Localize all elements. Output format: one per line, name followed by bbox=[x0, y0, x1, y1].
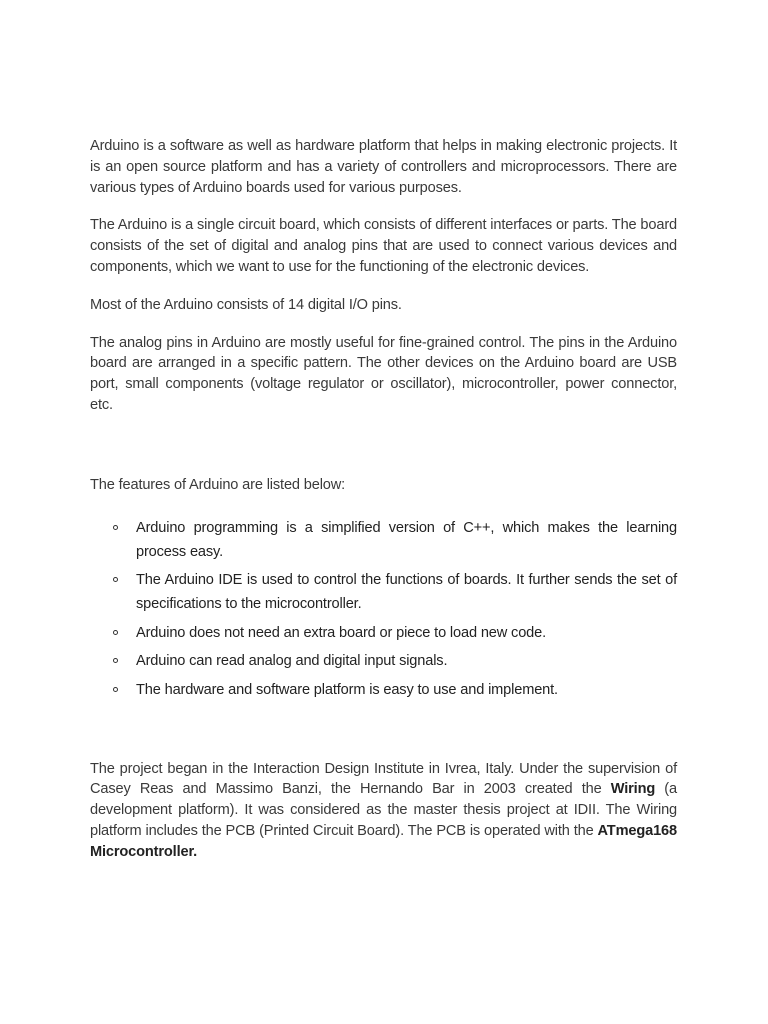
list-item bbox=[90, 568, 677, 616]
list-item bbox=[90, 678, 677, 702]
list-item bbox=[90, 621, 677, 645]
history-text-1: The project began in the Interaction Design Institute in Ivrea, Italy. Under the supervision of Casey Reas and Massimo Banzi, the Hernando Bar in 2003 created the bbox=[90, 760, 677, 798]
document-content bbox=[90, 136, 677, 863]
digital-pins-paragraph: Most of the Arduino consists of 14 digital I/O pins. bbox=[90, 296, 402, 313]
history-paragraph bbox=[90, 759, 677, 863]
list-item-text: The Arduino IDE is used to control the functions of boards. It further sends the set of specifications to the microcontroller. bbox=[136, 572, 677, 613]
list-item-text: Arduino does not need an extra board or piece to load new code. bbox=[136, 624, 547, 641]
microcontroller-term: ATmega168 Microcontroller. bbox=[90, 822, 677, 860]
wiring-term: Wiring bbox=[610, 781, 656, 798]
circle-bullet-icon bbox=[113, 525, 118, 530]
features-list bbox=[90, 516, 677, 702]
circuit-board-paragraph: The Arduino is a single circuit board, which consists of different interfaces or parts. The board consists of the set of digital and analog pins that are used to connect various devices and components, which we want to use for the functioning of the electronic devices. bbox=[90, 217, 677, 275]
list-item bbox=[90, 649, 677, 673]
list-item-text: The hardware and software platform is easy to use and implement. bbox=[136, 681, 558, 698]
intro-paragraph: Arduino is a software as well as hardware platform that helps in making electronic projects. It is an open source platform and has a variety of controllers and microprocessors. There are various types of Arduino boards used for various purposes. bbox=[90, 138, 677, 196]
circle-bullet-icon bbox=[113, 658, 118, 663]
circle-bullet-icon bbox=[113, 630, 118, 635]
features-intro: The features of Arduino are listed below: bbox=[90, 476, 346, 493]
analog-pins-paragraph: The analog pins in Arduino are mostly useful for fine-grained control. The pins in the Arduino board are arranged in a specific pattern. The other devices on the Arduino board are USB port, small components (voltage regulator or oscillator), microcontroller, power connector, etc. bbox=[90, 334, 677, 413]
circle-bullet-icon bbox=[113, 687, 118, 692]
list-item-text: Arduino can read analog and digital input signals. bbox=[136, 653, 448, 670]
list-item-text: Arduino programming is a simplified version of C++, which makes the learning process easy. bbox=[136, 519, 677, 560]
history-text-2: (a development platform). It was considered as the master thesis project at IDII. The Wiring platform includes the PCB (Printed Circuit Board). The PCB is operated with the bbox=[90, 781, 677, 839]
list-item bbox=[90, 516, 677, 564]
circle-bullet-icon bbox=[113, 577, 118, 582]
